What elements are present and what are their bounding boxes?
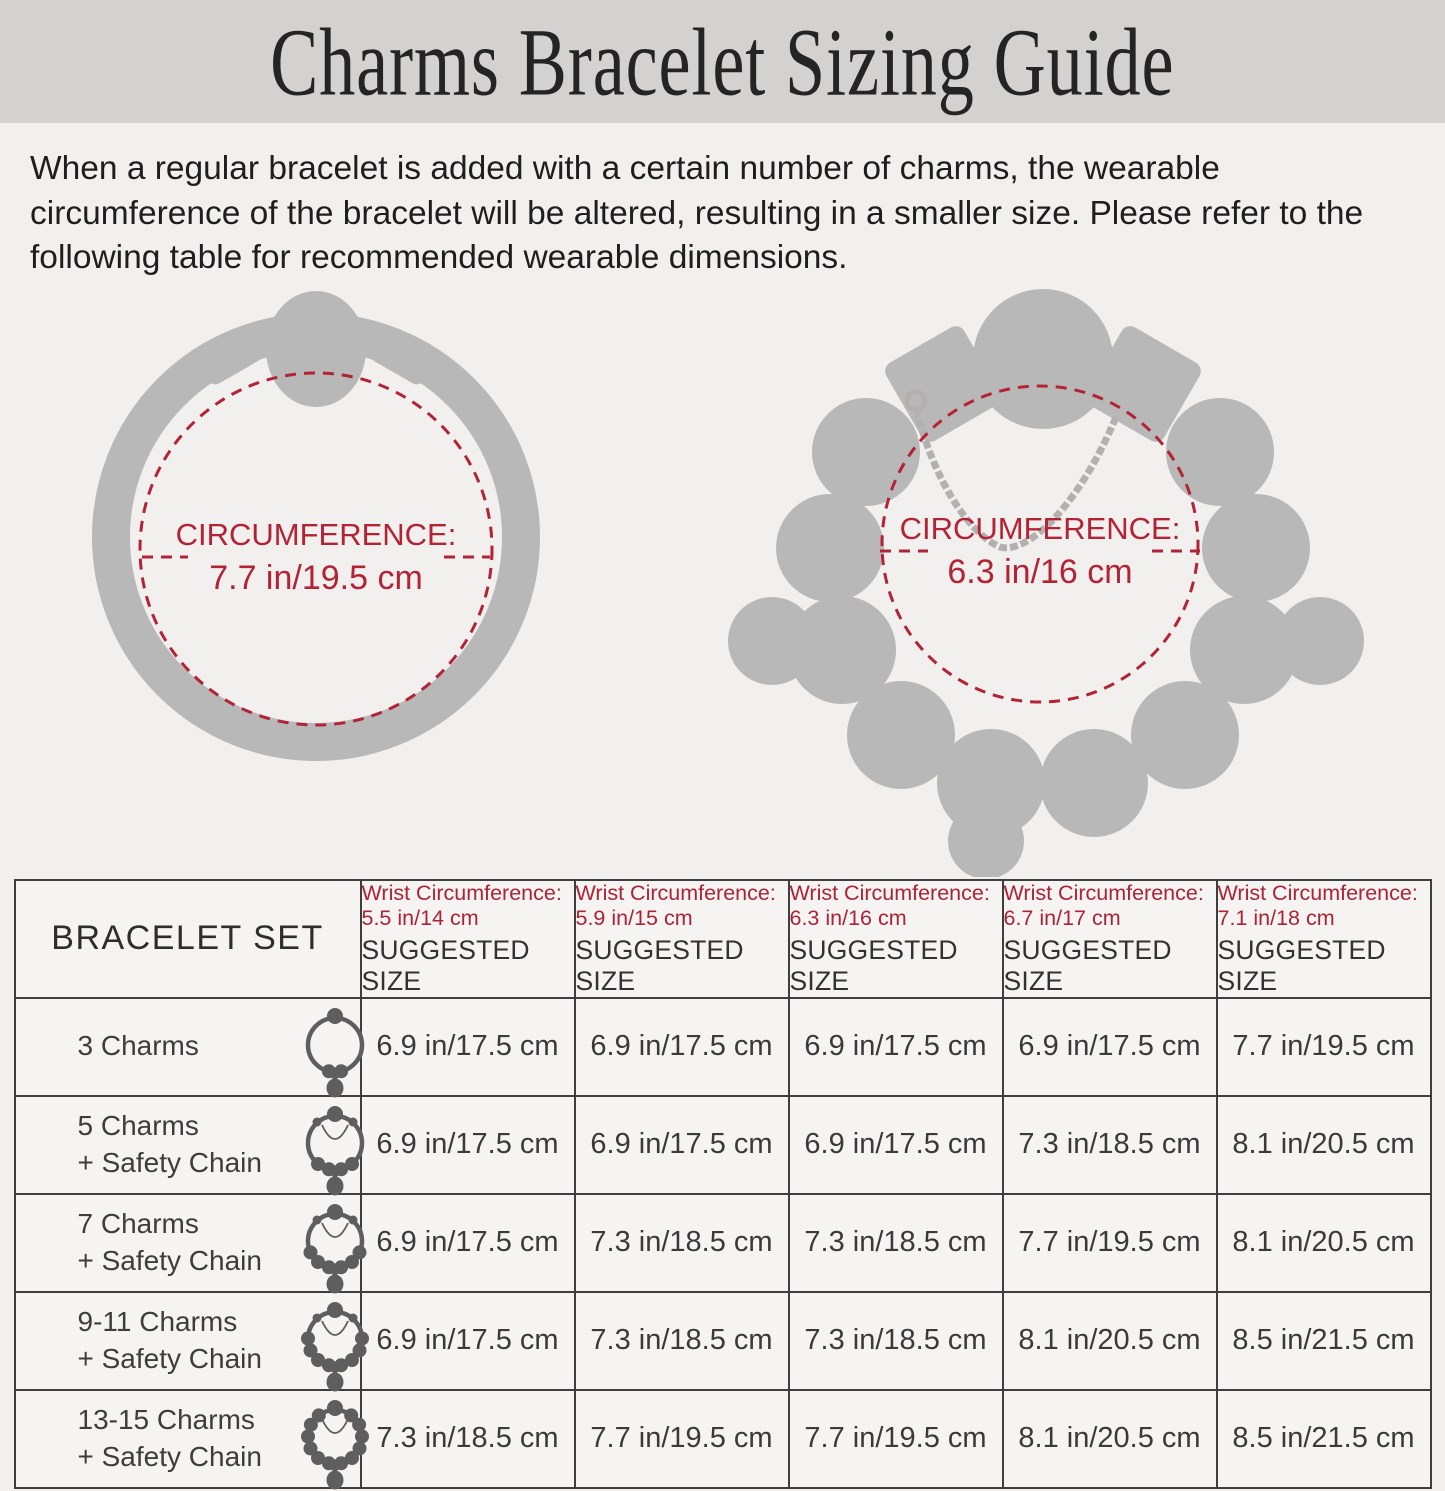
suggested-size-cell: 6.9 in/17.5 cm	[575, 1096, 789, 1194]
suggested-size-cell: 7.3 in/18.5 cm	[575, 1194, 789, 1292]
wrist-size-column-header	[1003, 880, 1217, 998]
suggested-size-cell: 8.1 in/20.5 cm	[1217, 1096, 1431, 1194]
bracelet-set-row	[15, 1390, 1431, 1488]
circumference-label: CIRCUMFERENCE:	[175, 516, 457, 552]
suggested-size-cell: 7.3 in/18.5 cm	[575, 1292, 789, 1390]
suggested-size-cell: 6.9 in/17.5 cm	[1003, 998, 1217, 1096]
circumference-value: 6.3 in/16 cm	[947, 552, 1133, 591]
circumference-label: CIRCUMFERENCE:	[899, 510, 1181, 546]
bracelet-5-charms-safety-chain-icon	[289, 1097, 381, 1193]
plain-bracelet-icon	[56, 287, 576, 799]
bracelet-set-cell	[15, 1194, 361, 1292]
bracelet-set-cell	[15, 998, 361, 1096]
clasp-bead	[973, 289, 1113, 429]
plain-bracelet-figure	[56, 287, 576, 799]
wrist-circumference-label: Wrist Circumference:	[575, 880, 776, 905]
suggested-size-cell: 6.9 in/17.5 cm	[575, 998, 789, 1096]
title-band	[0, 0, 1445, 123]
suggested-size-cell: 8.1 in/20.5 cm	[1003, 1390, 1217, 1488]
bracelet-set-cell	[15, 1390, 361, 1488]
bracelet-set-label: 3 Charms	[77, 1030, 199, 1062]
suggested-size-cell: 7.7 in/19.5 cm	[1217, 998, 1431, 1096]
wrist-circumference-label: Wrist Circumference:	[1217, 880, 1418, 905]
bracelet-set-cell	[15, 1292, 361, 1390]
wrist-circumference-label: Wrist Circumference:	[789, 880, 990, 905]
suggested-size-label: SUGGESTED SIZE	[361, 934, 530, 996]
bracelet-set-row	[15, 998, 1431, 1096]
suggested-size-cell: 6.9 in/17.5 cm	[789, 1096, 1003, 1194]
page-title: Charms Bracelet Sizing Guide	[270, 7, 1175, 116]
dangling-charm-right	[1276, 597, 1364, 685]
clasp-bead	[266, 291, 366, 407]
bracelet-set-label: 9-11 Charms + Safety Chain	[77, 1306, 262, 1374]
suggested-size-cell: 7.7 in/19.5 cm	[789, 1390, 1003, 1488]
suggested-size-cell: 6.9 in/17.5 cm	[361, 1096, 575, 1194]
suggested-size-cell: 7.3 in/18.5 cm	[361, 1390, 575, 1488]
suggested-size-cell: 7.3 in/18.5 cm	[789, 1194, 1003, 1292]
wrist-circumference-label: Wrist Circumference:	[1003, 880, 1204, 905]
bracelet-13-15-charms-safety-chain-icon	[289, 1391, 381, 1487]
suggested-size-cell: 6.9 in/17.5 cm	[361, 1292, 575, 1390]
charm-bracelet-icon	[728, 289, 1372, 877]
bracelet-set-header: BRACELET SET	[15, 880, 361, 998]
wrist-circumference-value: 5.9 in/15 cm	[575, 905, 693, 930]
wrist-circumference-value: 5.5 in/14 cm	[361, 905, 479, 930]
suggested-size-cell: 6.9 in/17.5 cm	[789, 998, 1003, 1096]
wrist-circumference-value: 6.3 in/16 cm	[789, 905, 907, 930]
bracelet-set-row	[15, 1096, 1431, 1194]
bracelet-3-charms-icon	[289, 999, 381, 1095]
suggested-size-label: SUGGESTED SIZE	[575, 934, 744, 996]
dangling-charm-bottom	[948, 803, 1024, 877]
wrist-circumference-value: 6.7 in/17 cm	[1003, 905, 1121, 930]
wrist-size-column-header	[361, 880, 575, 998]
wrist-size-column-header	[789, 880, 1003, 998]
bracelet-set-cell	[15, 1096, 361, 1194]
suggested-size-cell: 6.9 in/17.5 cm	[361, 998, 575, 1096]
intro-text: When a regular bracelet is added with a certain number of charms, the wearable circumference of the bracelet will be altered, resulting in a smaller size. Please refer to the following table for recommended wearable dimensions.	[30, 150, 1364, 277]
table-header-row	[15, 880, 1431, 998]
suggested-size-label: SUGGESTED SIZE	[789, 934, 958, 996]
sizing-table	[14, 879, 1432, 1489]
bracelet-7-charms-safety-chain-icon	[289, 1195, 381, 1291]
suggested-size-cell: 7.3 in/18.5 cm	[789, 1292, 1003, 1390]
suggested-size-cell: 7.7 in/19.5 cm	[1003, 1194, 1217, 1292]
bracelet-set-row	[15, 1292, 1431, 1390]
illustrations-section	[0, 287, 1445, 879]
bracelet-9-11-charms-safety-chain-icon	[289, 1293, 381, 1389]
wrist-circumference-label: Wrist Circumference:	[361, 880, 562, 905]
suggested-size-label: SUGGESTED SIZE	[1217, 934, 1386, 996]
suggested-size-cell: 8.1 in/20.5 cm	[1217, 1194, 1431, 1292]
suggested-size-cell: 7.3 in/18.5 cm	[1003, 1096, 1217, 1194]
dangling-charm-left	[728, 597, 816, 685]
suggested-size-cell: 6.9 in/17.5 cm	[361, 1194, 575, 1292]
wrist-size-column-header	[575, 880, 789, 998]
suggested-size-cell: 8.1 in/20.5 cm	[1003, 1292, 1217, 1390]
charm-bracelet-figure	[728, 289, 1372, 877]
bracelet-set-label: 5 Charms + Safety Chain	[77, 1110, 262, 1178]
suggested-size-cell: 8.5 in/21.5 cm	[1217, 1390, 1431, 1488]
wrist-size-column-header	[1217, 880, 1431, 998]
wrist-circumference-value: 7.1 in/18 cm	[1217, 905, 1335, 930]
bracelet-set-label: 13-15 Charms + Safety Chain	[77, 1404, 262, 1472]
bracelet-set-label: 7 Charms + Safety Chain	[77, 1208, 262, 1276]
circumference-value: 7.7 in/19.5 cm	[209, 558, 423, 597]
suggested-size-cell: 7.7 in/19.5 cm	[575, 1390, 789, 1488]
suggested-size-label: SUGGESTED SIZE	[1003, 934, 1172, 996]
suggested-size-cell: 8.5 in/21.5 cm	[1217, 1292, 1431, 1390]
bracelet-set-row	[15, 1194, 1431, 1292]
